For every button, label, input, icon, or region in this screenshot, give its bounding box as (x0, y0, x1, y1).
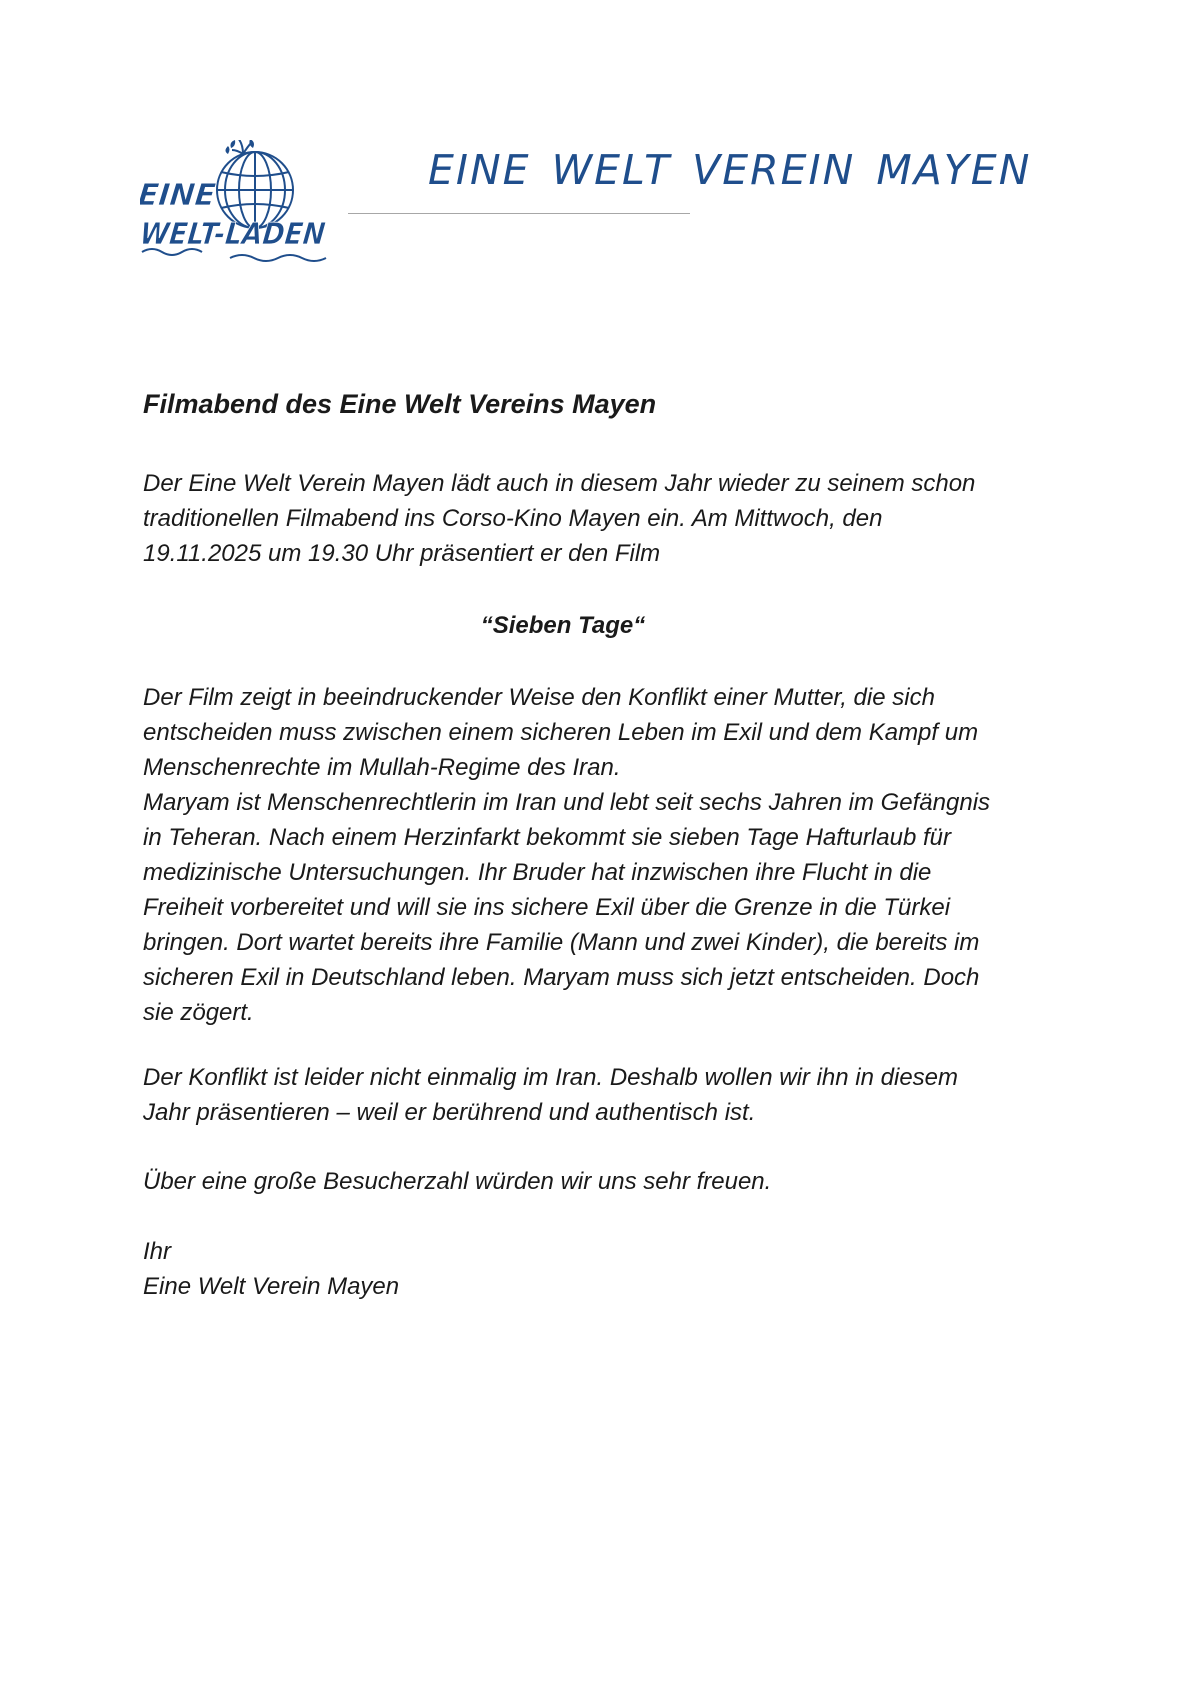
description-line: Maryam ist Menschenrechtlerin im Iran und lebt seit sechs Jahren im Gefängnis (143, 789, 991, 816)
conflict-paragraph (143, 1060, 1078, 1130)
description-line: sicheren Exil in Deutschland leben. Maryam muss sich jetzt entscheiden. Doch (143, 964, 980, 991)
description-line: in Teheran. Nach einem Herzinfarkt bekommt sie sieben Tage Hafturlaub für (143, 824, 951, 851)
closing-line: Über eine große Besucherzahl würden wir uns sehr freuen. (143, 1168, 772, 1195)
header-divider (348, 213, 690, 214)
description-paragraph (143, 680, 1078, 1030)
description-line: entscheiden muss zwischen einem sicheren Leben im Exil und dem Kampf um (143, 719, 979, 746)
logo-text-line1: EINE (140, 178, 218, 213)
conflict-line: Jahr präsentieren – weil er berührend und authentisch ist. (143, 1099, 756, 1126)
document-heading: Filmabend des Eine Welt Vereins Mayen (143, 389, 657, 419)
closing-paragraph (143, 1164, 1078, 1199)
signature (143, 1234, 1078, 1304)
intro-line: traditionellen Filmabend ins Corso-Kino Mayen ein. Am Mittwoch, den (143, 505, 883, 532)
logo-text-line2: WELT-LADEN (140, 217, 350, 252)
description-line: sie zögert. (143, 999, 254, 1026)
signature-name: Eine Welt Verein Mayen (143, 1273, 400, 1300)
conflict-line: Der Konflikt ist leider nicht einmalig im Iran. Deshalb wollen wir ihn in diesem (143, 1064, 959, 1091)
intro-line: Der Eine Welt Verein Mayen lädt auch in diesem Jahr wieder zu seinem schon (143, 470, 976, 497)
organization-title: EINE WELT VEREIN MAYEN (428, 146, 1032, 194)
description-line: medizinische Untersuchungen. Ihr Bruder hat inzwischen ihre Flucht in die (143, 859, 932, 886)
description-line: Freiheit vorbereitet und will sie ins sichere Exil über die Grenze in die Türkei (143, 894, 951, 921)
eine-welt-laden-logo (140, 140, 350, 265)
globe-logo-icon (140, 140, 350, 265)
description-line: Der Film zeigt in beeindruckender Weise den Konflikt einer Mutter, die sich (143, 684, 935, 711)
intro-paragraph (143, 466, 1078, 571)
description-line: Menschenrechte im Mullah-Regime des Iran. (143, 754, 621, 781)
intro-line: 19.11.2025 um 19.30 Uhr präsentiert er den Film (143, 540, 661, 567)
description-line: bringen. Dort wartet bereits ihre Familie (Mann und zwei Kinder), die bereits im (143, 929, 980, 956)
signature-greeting: Ihr (143, 1238, 172, 1265)
film-title: “Sieben Tage“ (480, 612, 646, 639)
